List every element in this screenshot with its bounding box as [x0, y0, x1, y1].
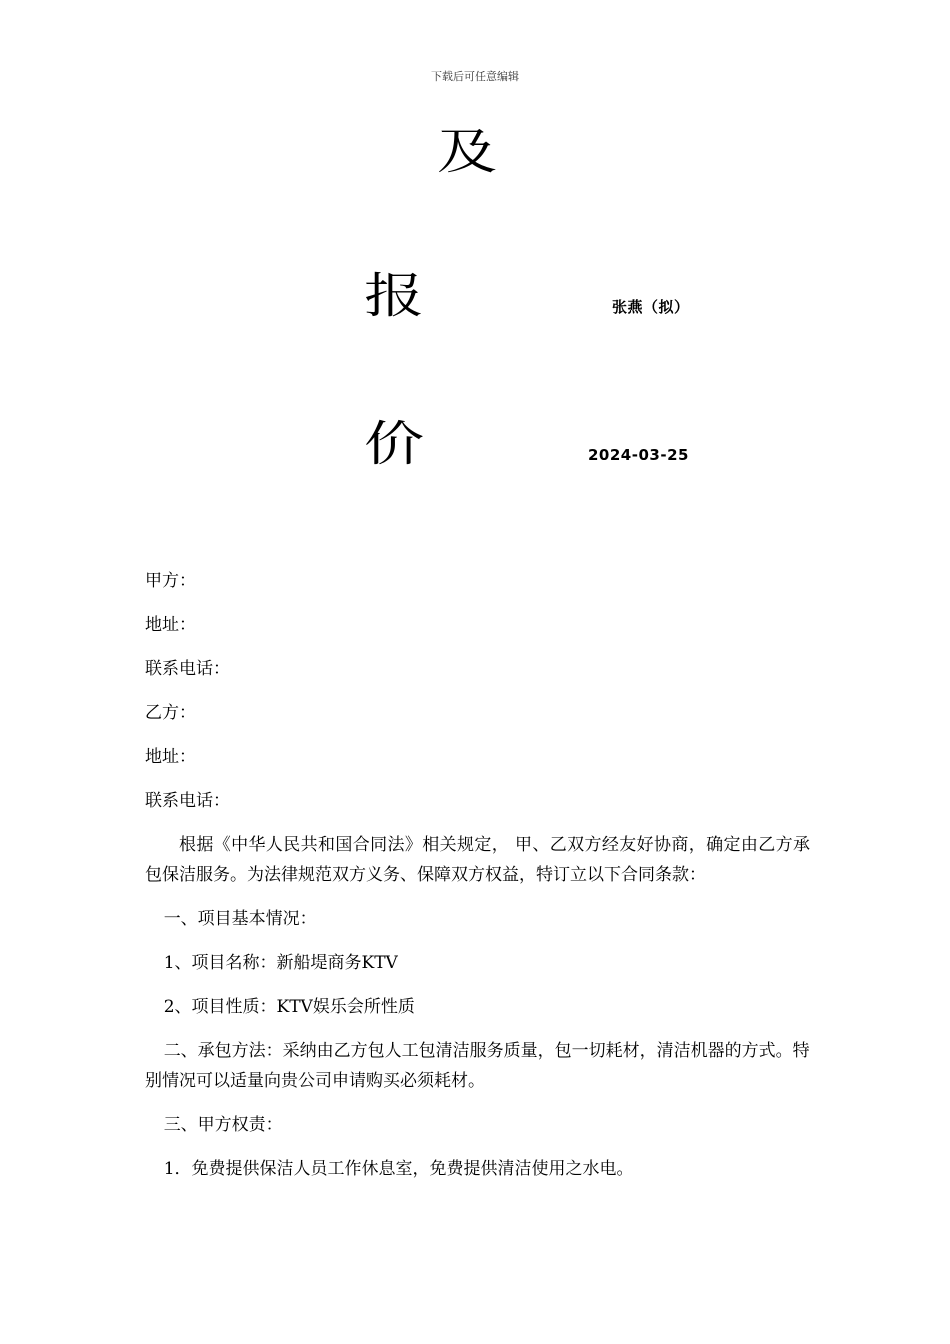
intro-paragraph: 根据《中华人民共和国合同法》相关规定， 甲、乙双方经友好协商，确定由乙方承包保洁服务。为法律规范双方义务、保障双方权益，特订立以下合同条款： [145, 835, 810, 885]
title-char-3: 价 [364, 416, 425, 472]
header-note: 下载后可任意编辑 [431, 70, 519, 83]
section-3-item-1: 1．免费提供保洁人员工作休息室，免费提供清洁使用之水电。 [163, 1159, 634, 1179]
party-a-phone: 联系电话： [145, 659, 230, 679]
party-a-address: 地址： [145, 615, 196, 635]
section-1-item-2: 2、项目性质：KTV娱乐会所性质 [163, 997, 415, 1017]
title-char-2: 报 [364, 268, 425, 324]
party-a-label: 甲方： [145, 571, 196, 591]
section-1-title: 一、项目基本情况： [163, 909, 317, 929]
contract-body [145, 566, 810, 1184]
section-1-item-1: 1、项目名称：新船堤商务KTV [163, 953, 398, 973]
party-b-label: 乙方： [145, 703, 196, 723]
author-name: 张燕（拟） [612, 298, 690, 316]
section-2-text: 二、承包方法：采纳由乙方包人工包清洁服务质量，包一切耗材，清洁机器的方式。特别情况可以适量向贵公司申请购买必须耗材。 [145, 1041, 810, 1091]
document-date: 2024-03-25 [588, 446, 689, 464]
party-b-phone: 联系电话： [145, 791, 230, 811]
section-3-title: 三、甲方权责： [163, 1115, 283, 1135]
party-b-address: 地址： [145, 747, 196, 767]
title-char-1: 及 [437, 124, 498, 180]
